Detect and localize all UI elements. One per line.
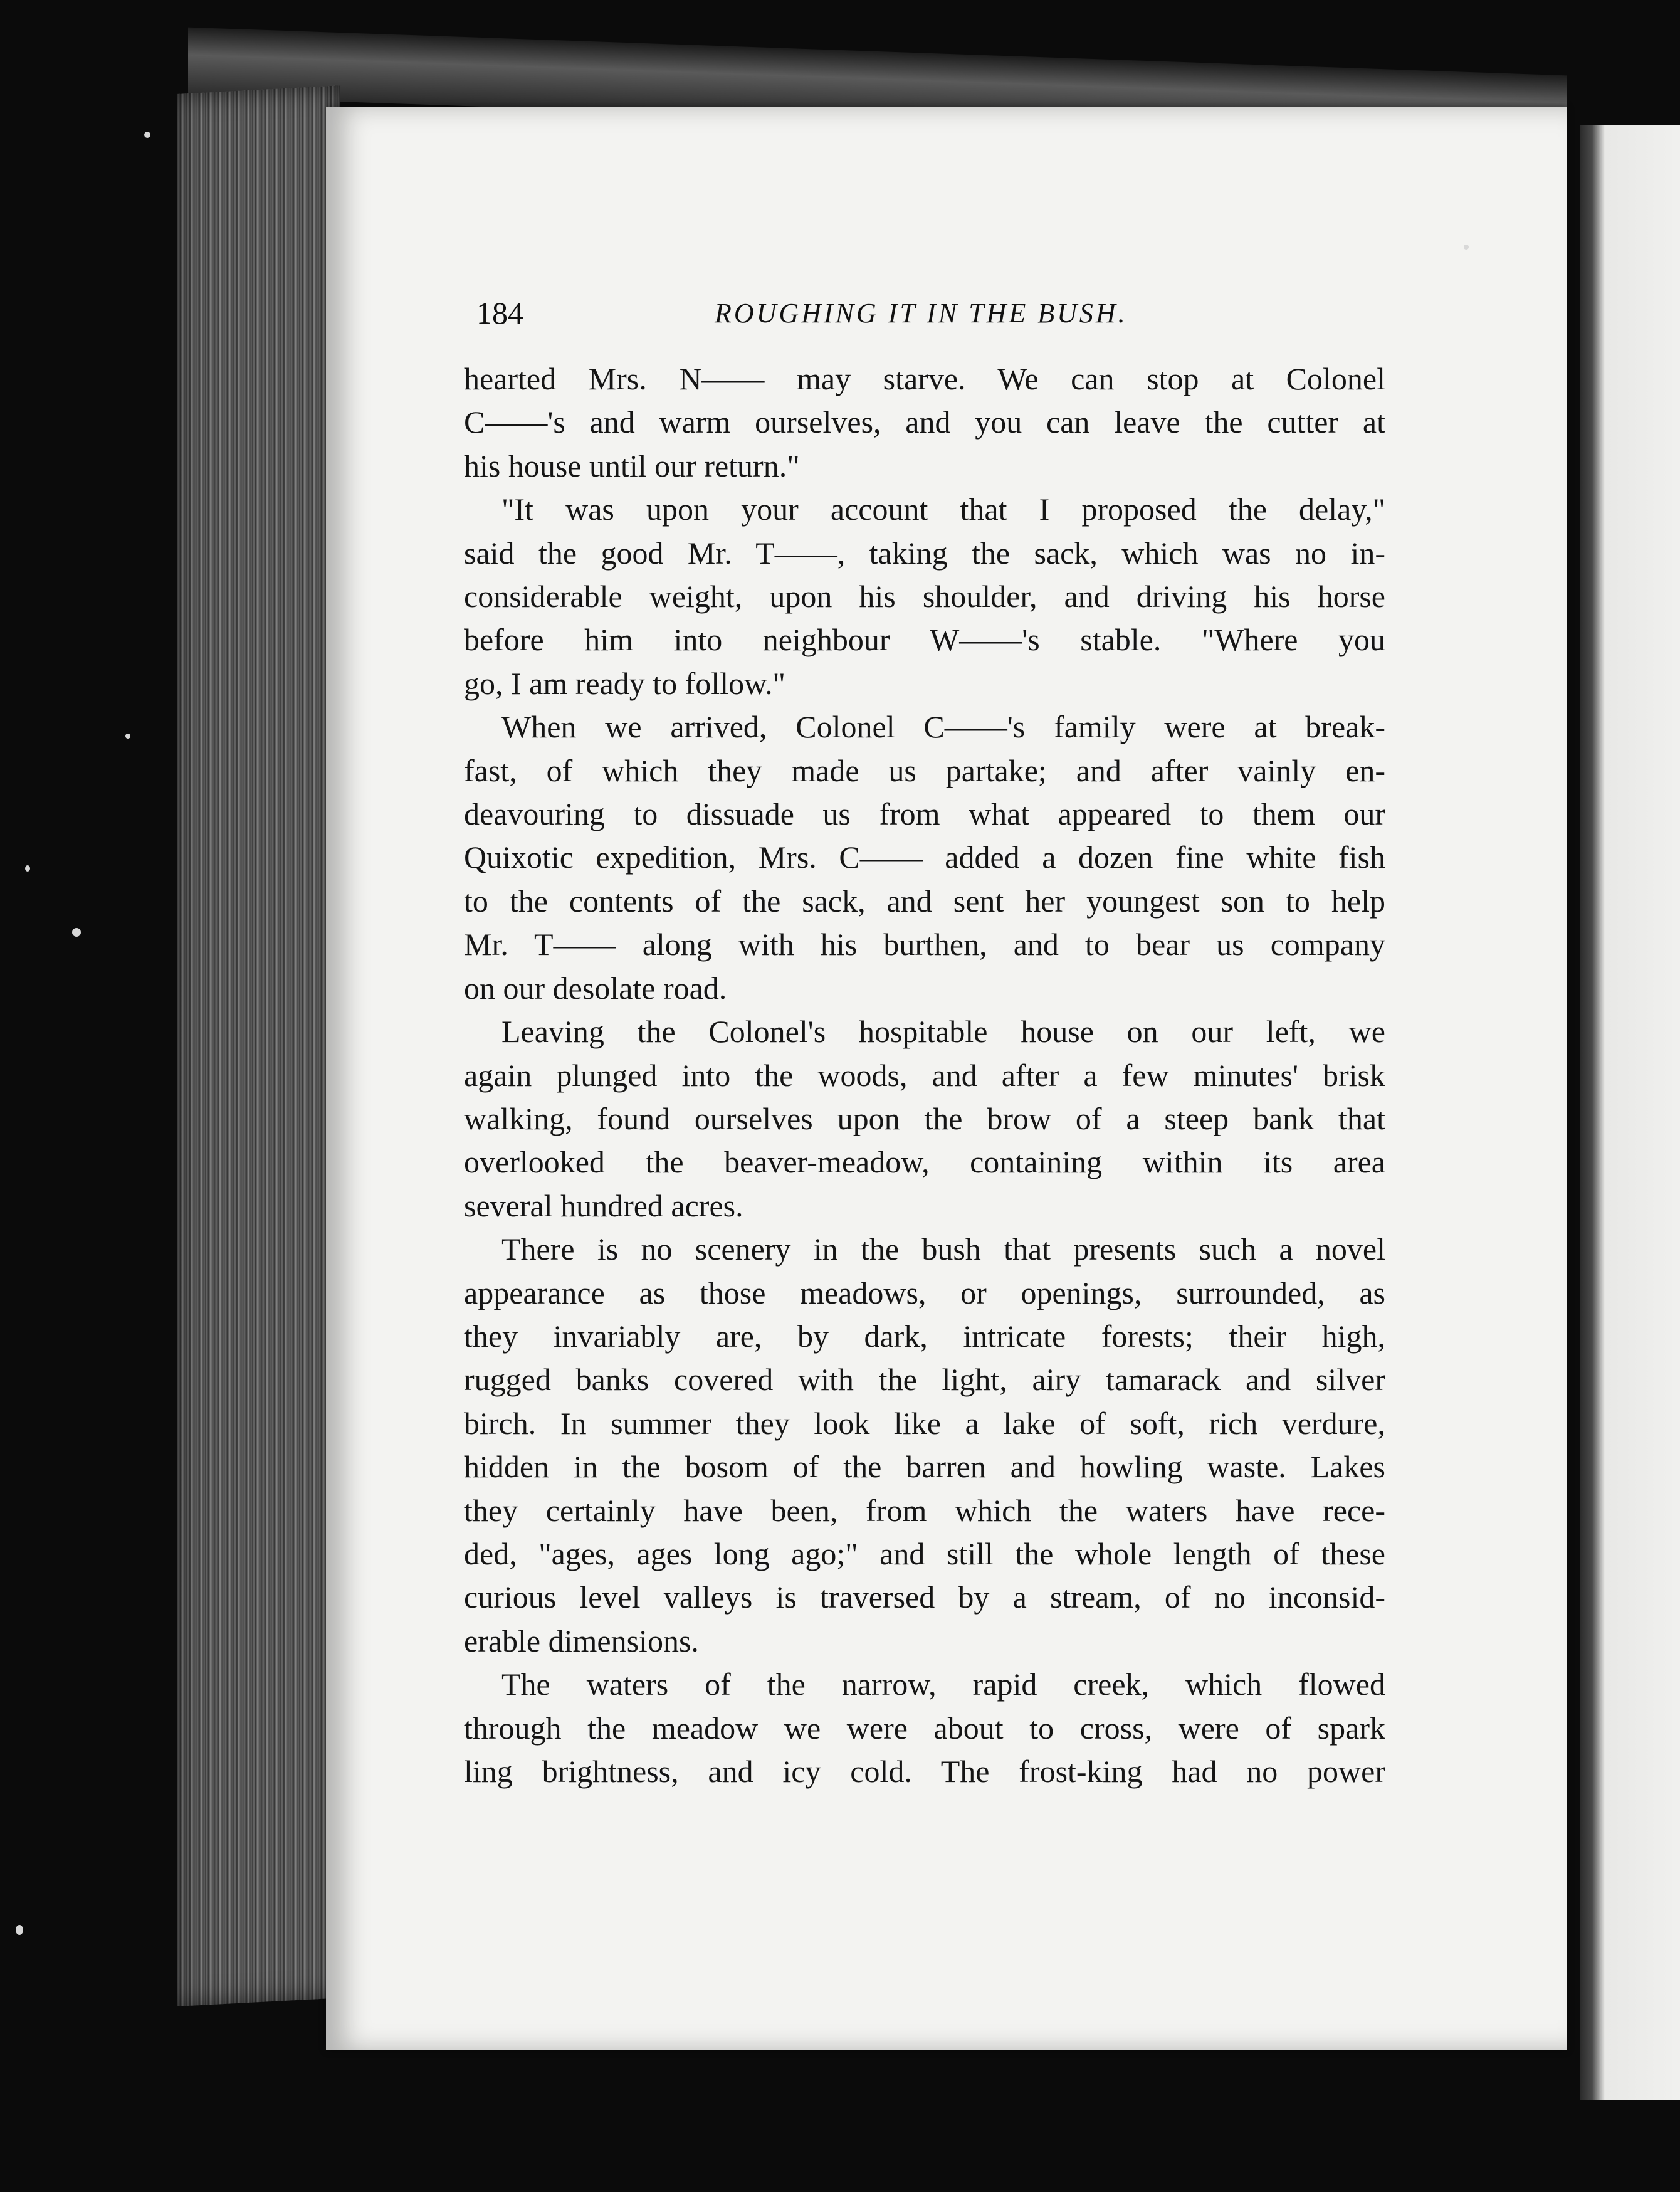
text-line: through the meadow we were about to cross, were of spark xyxy=(464,1710,1385,1746)
dust-speck xyxy=(16,1925,23,1935)
text-line: hidden in the bosom of the barren and howling waste. Lakes xyxy=(464,1449,1385,1485)
dust-speck xyxy=(25,865,30,872)
text-line: they certainly have been, from which the waters have rece- xyxy=(464,1492,1385,1528)
text-line: When we arrived, Colonel C——'s family were at break- xyxy=(501,709,1385,745)
text-line: Quixotic expedition, Mrs. C—— added a dozen fine white fish xyxy=(464,840,1385,875)
text-line: There is no scenery in the bush that presents such a novel xyxy=(501,1231,1385,1267)
page-header xyxy=(476,295,1392,345)
text-line: deavouring to dissuade us from what appeared to them our xyxy=(464,796,1385,832)
paragraph xyxy=(464,1010,1385,1228)
text-line: rugged banks covered with the light, airy tamarack and silver xyxy=(464,1362,1385,1398)
dust-speck xyxy=(1464,245,1469,250)
text-line: birch. In summer they look like a lake of soft, rich verdure, xyxy=(464,1405,1385,1441)
body-text xyxy=(464,357,1385,1793)
text-line: to the contents of the sack, and sent her youngest son to help xyxy=(464,883,1385,919)
running-head: ROUGHING IT IN THE BUSH. xyxy=(715,298,1128,329)
text-line: erable dimensions. xyxy=(464,1623,699,1658)
page-number: 184 xyxy=(476,295,523,330)
dust-speck xyxy=(72,928,81,937)
book-fore-edge xyxy=(177,85,340,2006)
facing-page-edge xyxy=(1580,125,1680,2100)
dust-speck xyxy=(125,734,130,739)
text-line: ling brightness, and icy cold. The frost-king had no power xyxy=(464,1754,1385,1789)
paragraph xyxy=(464,357,1385,488)
text-line: overlooked the beaver-meadow, containing within its area xyxy=(464,1144,1385,1180)
text-line: they invariably are, by dark, intricate forests; their high, xyxy=(464,1318,1385,1354)
text-line: C——'s and warm ourselves, and you can leave the cutter at xyxy=(464,404,1385,440)
text-line: again plunged into the woods, and after a few minutes' brisk xyxy=(464,1057,1385,1093)
text-line: his house until our return." xyxy=(464,448,800,483)
paragraph xyxy=(464,1663,1385,1793)
text-line: hearted Mrs. N—— may starve. We can stop at Colonel xyxy=(464,361,1385,396)
dust-speck xyxy=(144,132,150,138)
text-line: Leaving the Colonel's hospitable house on our left, we xyxy=(501,1014,1385,1050)
text-line: before him into neighbour W——'s stable. "Where you xyxy=(464,622,1385,658)
text-line: go, I am ready to follow." xyxy=(464,665,785,701)
text-line: "It was upon your account that I proposed the delay," xyxy=(501,492,1385,527)
text-line: The waters of the narrow, rapid creek, which flowed xyxy=(501,1667,1385,1702)
text-line: walking, found ourselves upon the brow of a steep bank that xyxy=(464,1100,1385,1136)
paragraph xyxy=(464,705,1385,1010)
text-line: on our desolate road. xyxy=(464,970,727,1006)
paragraph xyxy=(464,1228,1385,1663)
text-line: appearance as those meadows, or openings, surrounded, as xyxy=(464,1275,1385,1310)
text-line: ded, "ages, ages long ago;" and still the whole length of these xyxy=(464,1536,1385,1571)
text-line: Mr. T—— along with his burthen, and to bear us company xyxy=(464,927,1385,962)
text-line: said the good Mr. T——, taking the sack, which was no in- xyxy=(464,535,1385,571)
text-line: curious level valleys is traversed by a stream, of no inconsid- xyxy=(464,1579,1385,1615)
paragraph xyxy=(464,488,1385,705)
text-line: considerable weight, upon his shoulder, and driving his horse xyxy=(464,579,1385,614)
text-line: fast, of which they made us partake; and after vainly en- xyxy=(464,752,1385,788)
text-line: several hundred acres. xyxy=(464,1188,743,1223)
